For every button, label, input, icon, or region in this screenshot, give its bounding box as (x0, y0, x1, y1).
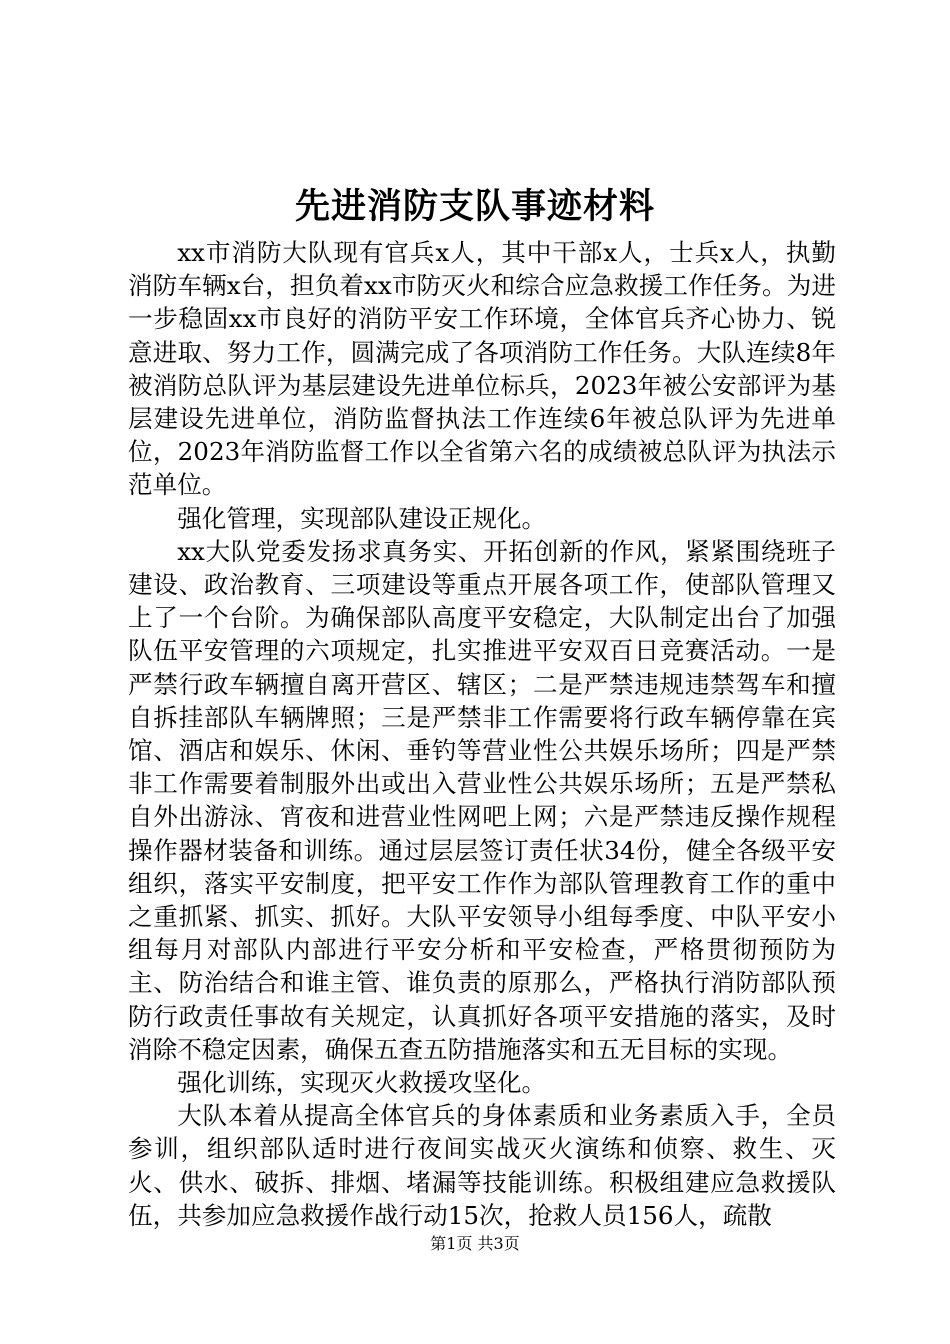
section-heading-training: 强化训练，实现灭火救援攻坚化。 (177, 1068, 547, 1098)
paragraph-training: 大队本着从提高全体官兵的身体素质和业务素质入手，全员参训，组织部队适时进行夜间实战灭火演练和侦察、救生、灭火、供水、破拆、排烟、堵漏等技能训练。积极组建应急救援队伍，共参加应急救援作战行动15次，抢救人员156人，疏散 (128, 1101, 836, 1230)
document-body (128, 236, 836, 1232)
paragraph-management: xx大队党委发扬求真务实、开拓创新的作风，紧紧围绕班子建设、政治教育、三项建设等重点开展各项工作，使部队管理又上了一个台阶。为确保部队高度平安稳定，大队制定出台了加强队伍平安管理的六项规定，扎实推进平安双百日竞赛活动。一是严禁行政车辆擅自离开营区、辖区；二是严禁违规违禁驾车和擅自拆挂部队车辆牌照；三是严禁非工作需要将行政车辆停靠在宾馆、酒店和娱乐、休闲、垂钓等营业性公共娱乐场所；四是严禁非工作需要着制服外出或出入营业性公共娱乐场所；五是严禁私自外出游泳、宵夜和进营业性网吧上网；六是严禁违反操作规程操作器材装备和训练。通过层层签订责任状34份，健全各级平安组织，落实平安制度，把平安工作作为部队管理教育工作的重中之重抓紧、抓实、抓好。大队平安领导小组每季度、中队平安小组每月对部队内部进行平安分析和平安检查，严格贯彻预防为主、防治结合和谁主管、谁负责的原那么，严格执行消防部队预防行政责任事故有关规定，认真抓好各项平安措施的落实，及时消除不稳定因素，确保五查五防措施落实和五无目标的实现。 (128, 536, 836, 1064)
paragraph-intro: xx市消防大队现有官兵x人，其中干部x人，士兵x人，执勤消防车辆x台，担负着xx市防灭火和综合应急救援工作任务。为进一步稳固xx市良好的消防平安工作环境，全体官兵齐心协力、锐意进取、努力工作，圆满完成了各项消防工作任务。大队连续8年被消防总队评为基层建设先进单位标兵，2023年被公安部评为基层建设先进单位，消防监督执法工作连续6年被总队评为先进单位，2023年消防监督工作以全省第六名的成绩被总队评为执法示范单位。 (128, 238, 836, 500)
section-heading-management: 强化管理，实现部队建设正规化。 (177, 503, 547, 533)
page-footer: 第1页 共3页 (430, 1234, 520, 1253)
document-title: 先进消防支队事迹材料 (294, 186, 655, 227)
